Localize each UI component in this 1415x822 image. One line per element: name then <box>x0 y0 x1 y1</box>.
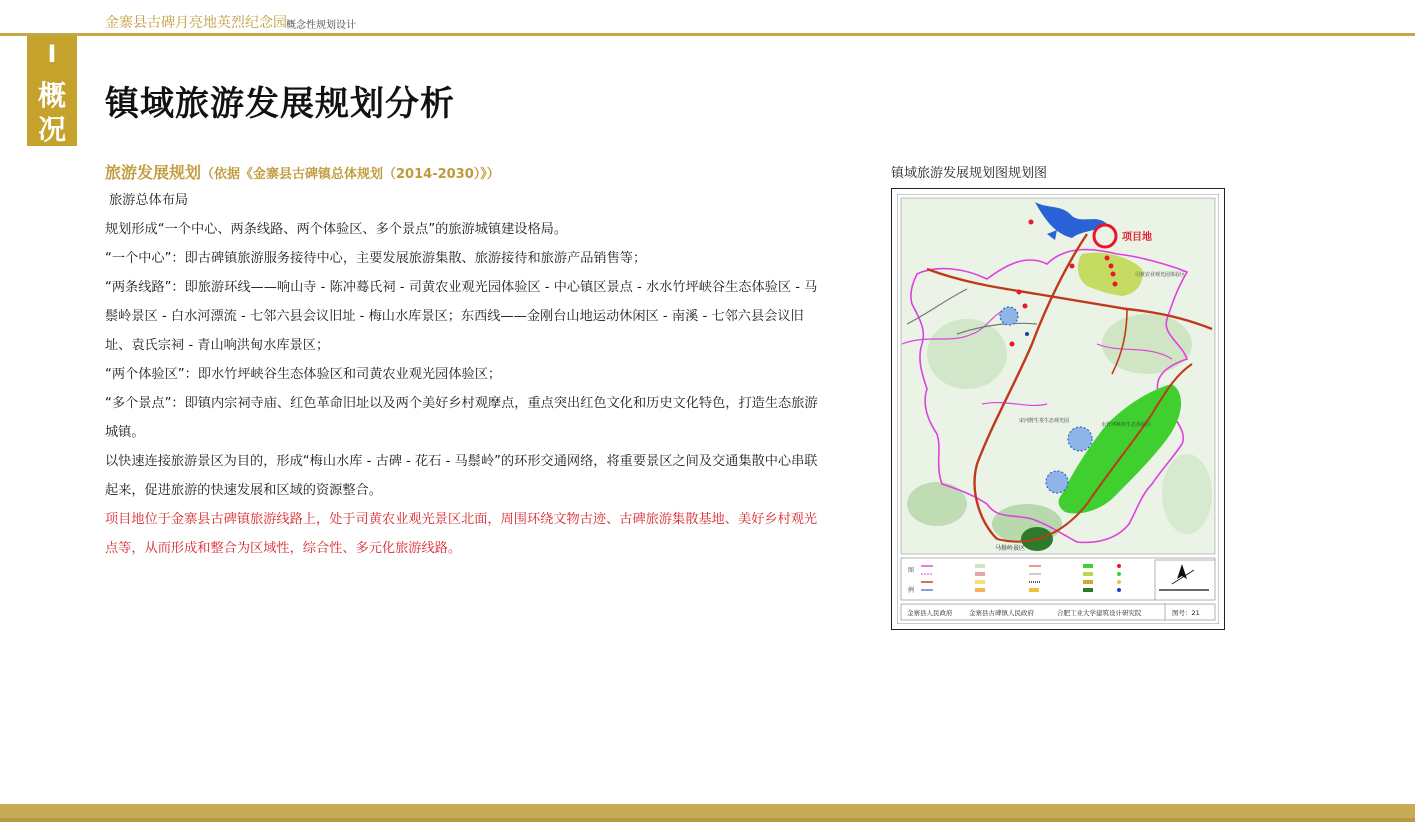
place-label-shuizhuping: 水竹坪峡谷生态体验区 <box>1101 422 1152 428</box>
heritage-marker <box>1010 342 1015 347</box>
terrain-patch <box>927 319 1007 389</box>
content-paragraph: 规划形成“一个中心、两条线路、两个体验区、多个景点”的旅游城镇建设格局。 <box>105 222 568 237</box>
content-body <box>105 186 820 563</box>
legend-swatch <box>975 588 985 592</box>
map-footer-sheet-number: 图号：21 <box>1172 609 1200 617</box>
heritage-marker <box>1109 264 1114 269</box>
scenic-point-circle <box>1068 427 1092 451</box>
map-legend <box>901 558 1215 600</box>
legend-swatch <box>1083 564 1093 568</box>
chapter-number: I <box>47 40 57 68</box>
legend-swatch <box>975 572 985 576</box>
heritage-marker <box>1070 264 1075 269</box>
legend-swatch <box>1083 572 1093 576</box>
chapter-char-2: 况 <box>37 113 66 146</box>
legend-swatch <box>1117 572 1121 576</box>
content-paragraph: “一个中心”：即古碑镇旅游服务接待中心，主要发展旅游集散、旅游接待和旅游产品销售等； <box>105 251 647 266</box>
chapter-char-1: 概 <box>37 79 66 112</box>
map-graphic <box>897 194 1219 624</box>
project-site-label: 项目地 <box>1122 232 1152 243</box>
terrain-patch <box>907 482 967 526</box>
content-paragraph: “两条线路”：即旅游环线——响山寺 - 陈冲蓦氏祠 - 司黄农业观光园体验区 - 中心镇区景点 - 水水竹坪峡谷生态体验区 - 马鬃岭景区 - 白水河漂流 - 七邻六县会议旧址 - 梅山水库景区；东西线——金刚台山地运动休闲区 - 南溪 - 七邻六县会议旧址、袁氏宗祠 - 青山响洪甸水库景区； <box>105 280 818 353</box>
legend-swatch <box>1083 580 1093 584</box>
heritage-marker <box>1023 304 1028 309</box>
header-subtitle: 概念性规划设计 <box>286 20 356 31</box>
section-basis: （依据《金寨县古碑镇总体规划（2014-2030）》） <box>201 167 500 182</box>
legend-swatch <box>1117 588 1121 592</box>
footer-line <box>0 818 1415 822</box>
heritage-marker <box>1017 290 1022 295</box>
content-paragraph: 以快速连接旅游景区为目的，形成“梅山水库 - 古碑 - 花石 - 马鬃岭”的环形交通网络，将重要景区之间及交通集散中心串联起来，促进旅游的快速发展和区域的资源整合。 <box>105 454 818 498</box>
legend-swatch <box>1083 588 1093 592</box>
content-paragraph: “两个体验区”：即水竹坪峡谷生态体验区和司黄农业观光园体验区； <box>105 367 502 382</box>
map-footer-org-2: 金寨县古碑镇人民政府 <box>969 609 1034 617</box>
chapter-badge <box>27 36 77 146</box>
scenic-point-circle <box>1000 307 1018 325</box>
place-label-mazongling: 马鬃岭景区 <box>995 545 1026 552</box>
legend-swatch <box>975 564 985 568</box>
legend-swatch <box>975 580 985 584</box>
header-bar <box>0 0 1415 36</box>
map-footer-org-1: 金寨县人民政府 <box>907 609 953 617</box>
page-title: 镇域旅游发展规划分析 <box>105 84 455 124</box>
map-caption: 镇域旅游发展规划图规划图 <box>891 166 1048 181</box>
heritage-marker <box>1111 272 1116 277</box>
heritage-marker <box>1029 220 1034 225</box>
heritage-marker <box>1113 282 1118 287</box>
section-title: 旅游发展规划 <box>105 163 202 182</box>
content-highlight: 项目地位于金寨县古碑镇旅游线路上，处于司黄农业观光景区北面，周围环绕文物古迹、古碑旅游集散基地、美好乡村观光点等，从而形成和整合为区域性，综合性、多元化旅游线路。 <box>105 512 818 556</box>
legend-heading-2: 例 <box>908 587 915 594</box>
legend-swatch <box>1117 564 1121 568</box>
header-divider <box>0 33 1415 36</box>
tourism-plan-map <box>891 188 1225 630</box>
content-subheading: 旅游总体布局 <box>109 193 189 208</box>
legend-swatch <box>1117 580 1121 584</box>
section-heading <box>105 160 500 183</box>
legend-heading-1: 图 <box>908 567 915 574</box>
content-paragraph: “多个景点”：即镇内宗祠寺庙、红色革命旧址以及两个美好乡村观摩点，重点突出红色文化和历史文化特色，打造生态旅游城镇。 <box>105 396 818 440</box>
header-project-title: 金寨县古碑月亮地英烈纪念园 <box>105 15 287 31</box>
legend-swatch <box>1029 588 1039 592</box>
place-label-songhe: 宋河野生茶生态观光园 <box>1019 418 1070 424</box>
heritage-marker <box>1105 256 1110 261</box>
map-footer-org-3: 合肥工业大学建筑设计研究院 <box>1057 609 1142 617</box>
village-marker <box>1025 332 1029 336</box>
place-label-sihuang: 司黄农业观光园体验区 <box>1135 272 1186 278</box>
scenic-point-circle <box>1046 471 1068 493</box>
terrain-patch <box>1162 454 1212 534</box>
